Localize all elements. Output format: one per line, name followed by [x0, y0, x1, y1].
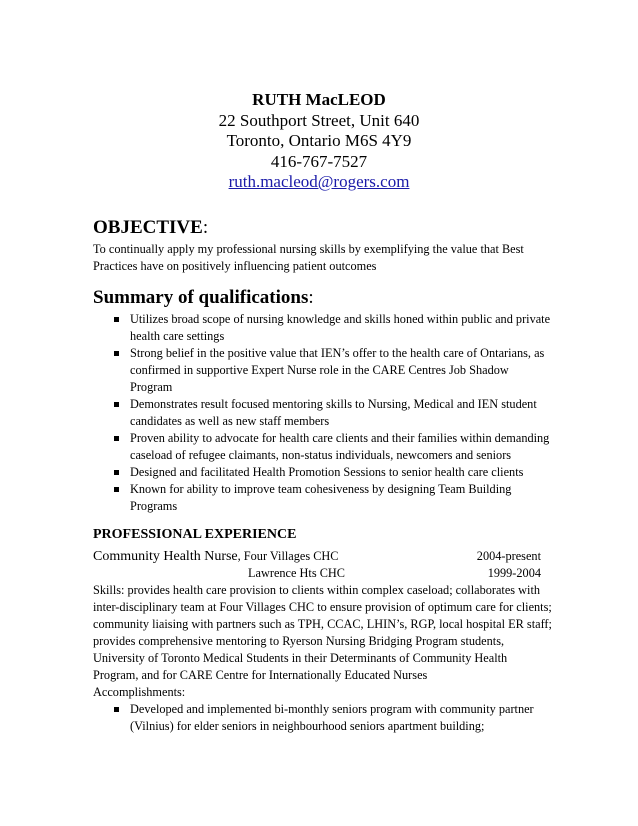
job-title: Community Health Nurse [93, 549, 238, 564]
years-1: 2004-present [476, 549, 541, 563]
address-line-1: 22 Southport Street, Unit 640 [218, 110, 420, 130]
accomplishments-label: Accomplishments: [93, 685, 186, 699]
years-2: 1999-2004 [487, 566, 541, 580]
list-item: Proven ability to advocate for health care clients and their families within demanding caseload of refugee claimants, non-status individuals, newcomers and seniors [93, 430, 553, 464]
list-item: Utilizes broad scope of nursing knowledge and skills honed within public and private health care settings [93, 311, 553, 345]
candidate-name: RUTH MacLEOD [252, 90, 386, 109]
accomplishments-list [93, 701, 553, 735]
list-item: Known for ability to improve team cohesiveness by designing Team Building Programs [93, 481, 553, 515]
square-bullet-icon [114, 351, 119, 356]
experience-heading: PROFESSIONAL EXPERIENCE [93, 527, 297, 542]
phone-number: 416-767-7527 [270, 151, 368, 171]
square-bullet-icon [114, 402, 119, 407]
address-line-2: Toronto, Ontario M6S 4Y9 [226, 131, 412, 150]
square-bullet-icon [114, 707, 119, 712]
list-item: Demonstrates result focused mentoring skills to Nursing, Medical and IEN student candidates as well as new staff members [93, 396, 553, 430]
list-item: Designed and facilitated Health Promotion Sessions to senior health care clients [93, 464, 553, 481]
contact-header [0, 90, 638, 193]
list-item: Strong belief in the positive value that IEN’s offer to the health care of Ontarians, as confirmed in supportive Expert Nurse role in the CARE Centres Job Shadow Program [93, 345, 553, 396]
objective-text: To continually apply my professional nursing skills by exemplifying the value that Best Practices have on positively influencing patient outcomes [93, 242, 524, 273]
employer-1: , Four Villages CHC [237, 549, 339, 563]
list-item: Developed and implemented bi-monthly seniors program with community partner (Vilnius) for elder seniors in neighbourhood seniors apartment building; [93, 701, 553, 735]
square-bullet-icon [114, 436, 119, 441]
skills-paragraph: Skills: provides health care provision to clients within complex caseload; collaborates with inter-disciplinary team at Four Villages CHC to ensure provision of optimum care for clients; community liaising with partners such as TPH, CCAC, LHIN’s, RGP, local hospital ER staff; provides comprehensive mentoring to Ryerson Nursing Bridging Program students, University of Toronto Medical Students in their Determinants of Community Health Program, and for CARE Centre for Internationally Educated Nurses [93, 583, 552, 682]
summary-list [93, 311, 553, 515]
summary-heading: Summary of qualifications: [93, 287, 314, 308]
email-link[interactable]: ruth.macleod@rogers.com [228, 172, 410, 191]
job-entry [93, 548, 553, 582]
objective-heading: OBJECTIVE: [93, 217, 209, 238]
square-bullet-icon [114, 487, 119, 492]
square-bullet-icon [114, 317, 119, 322]
employer-2: Lawrence Hts CHC [248, 566, 345, 580]
square-bullet-icon [114, 470, 119, 475]
